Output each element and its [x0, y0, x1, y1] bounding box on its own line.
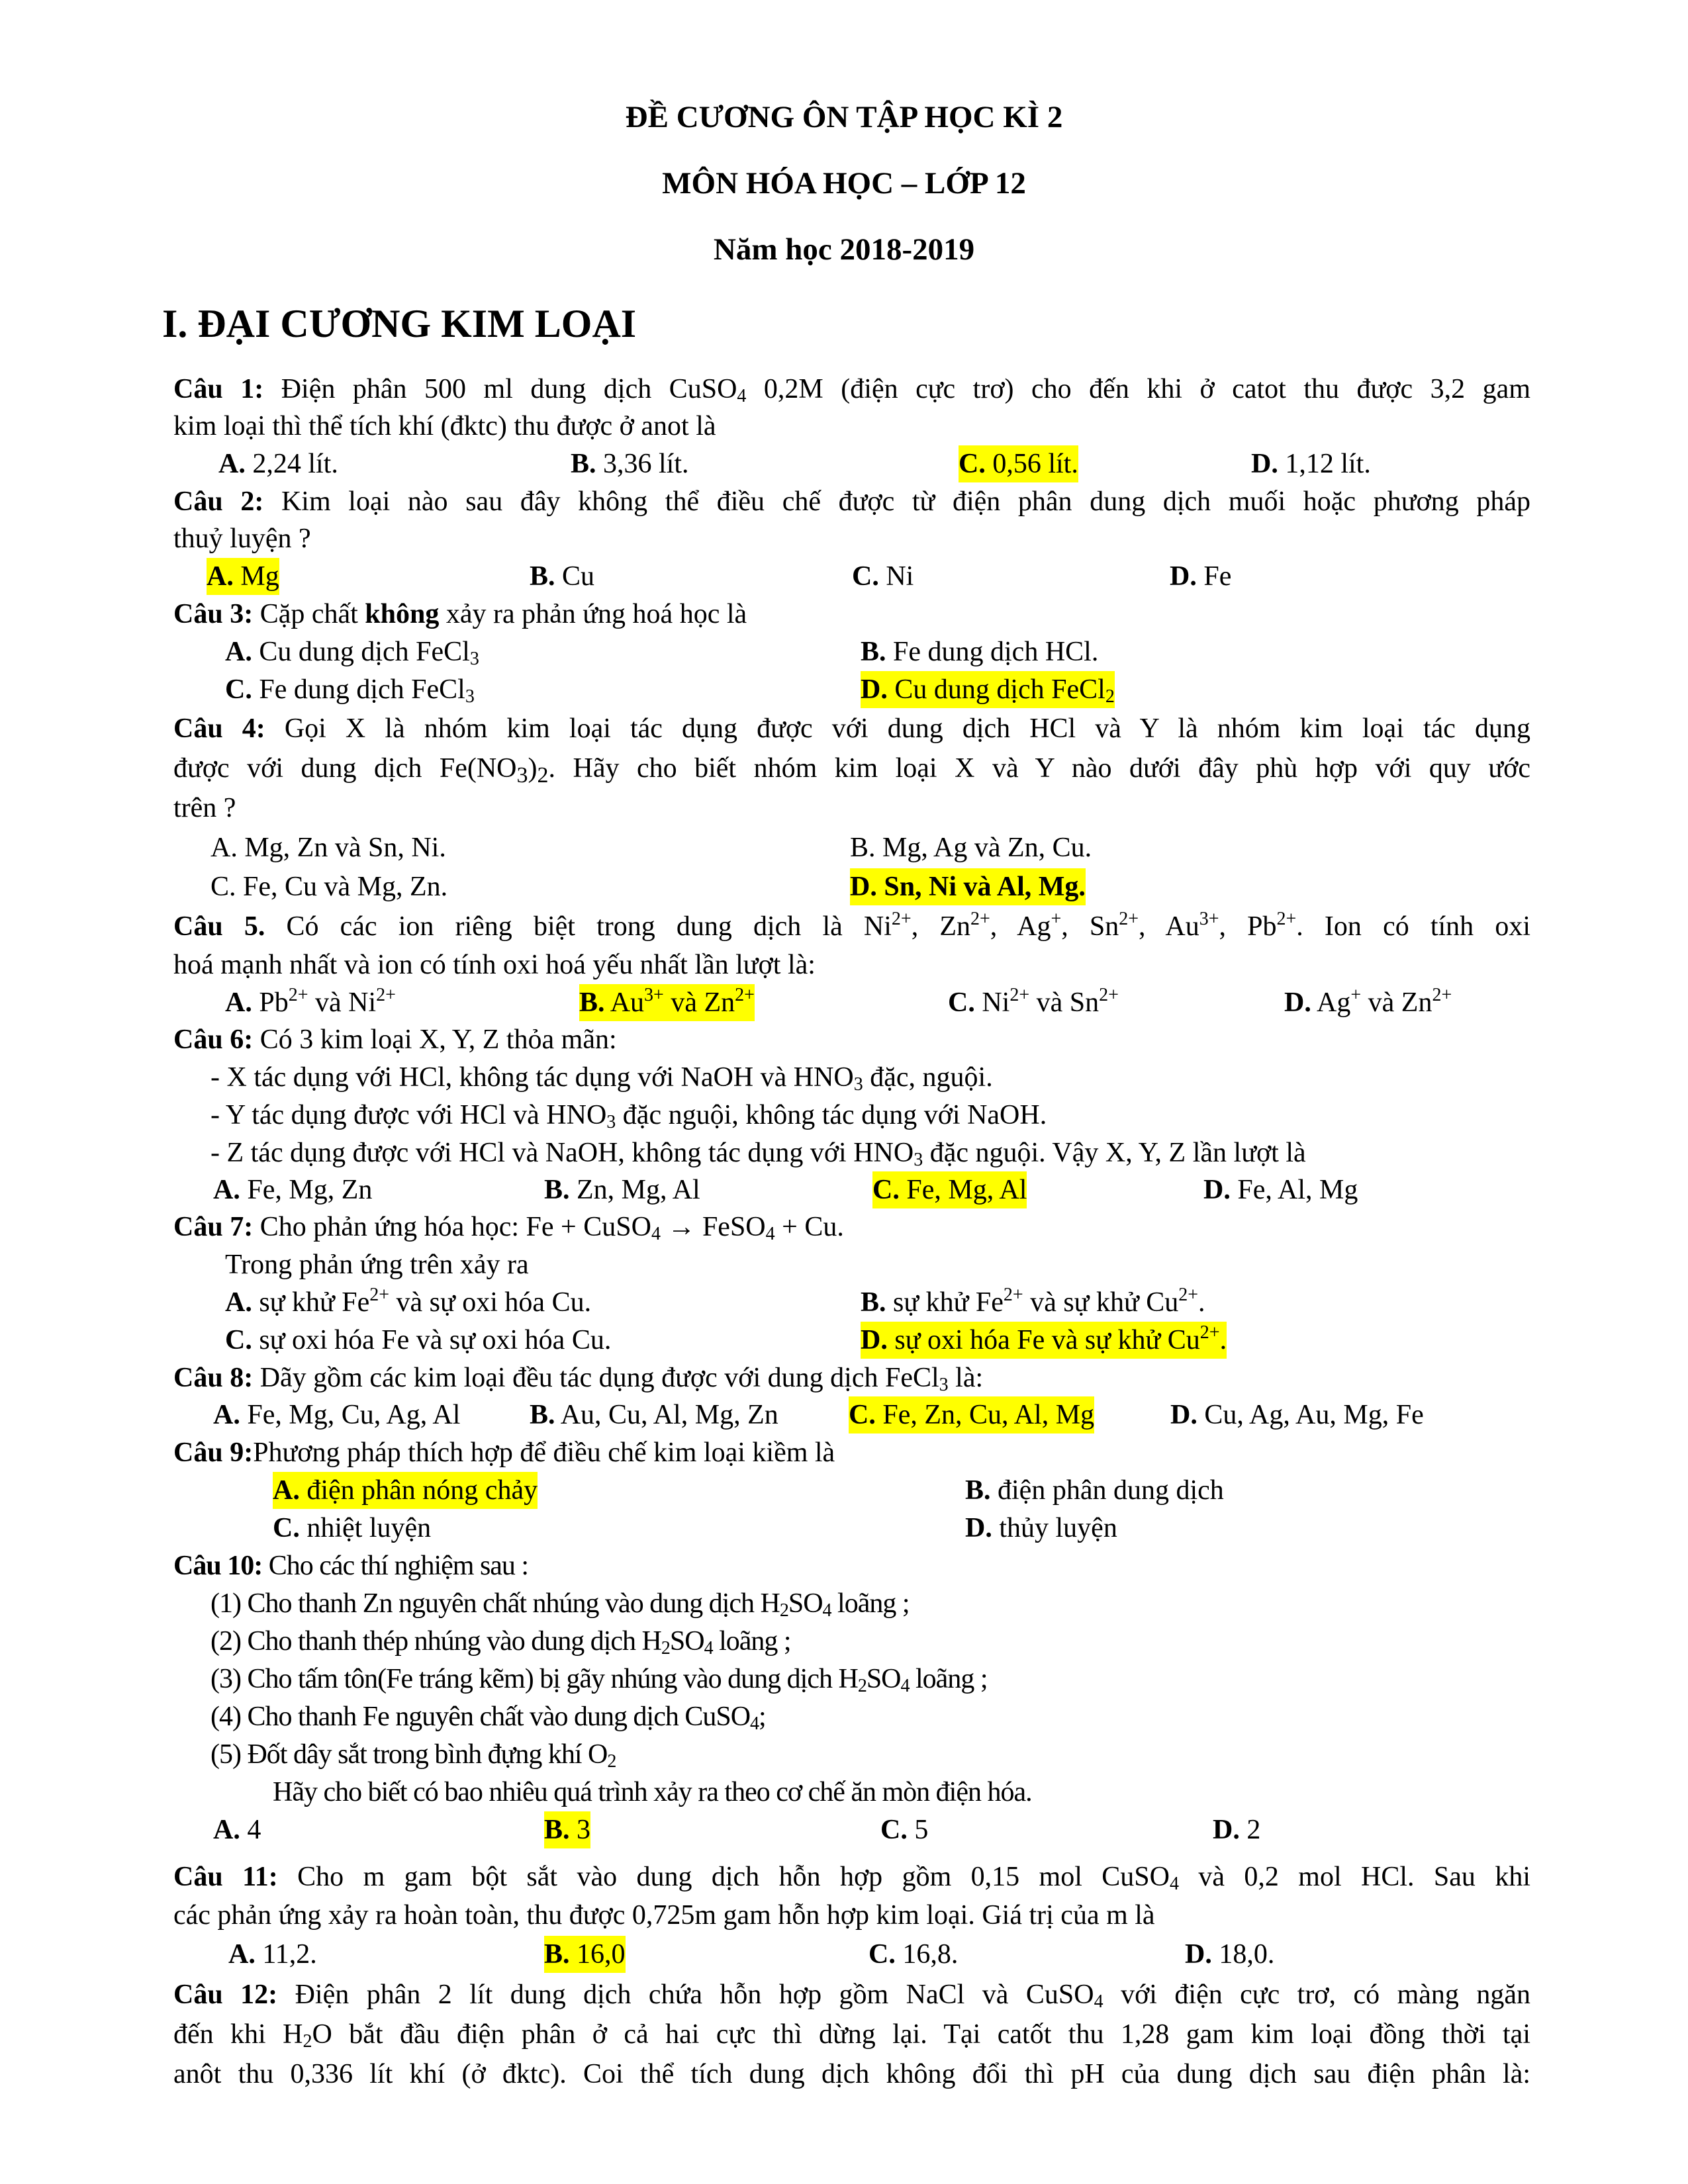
- q3-line-1: Câu 3: Cặp chất không xảy ra phản ứng hoá học là: [173, 599, 747, 629]
- q1-option-a: A. 2,24 lít.: [218, 449, 338, 479]
- title-line-3: Năm học 2018-2019: [713, 232, 975, 267]
- q8-option-a: A. Fe, Mg, Cu, Ag, Al: [213, 1400, 461, 1430]
- q9-line-1: Câu 9:Phương pháp thích hợp để điều chế kim loại kiềm là: [173, 1437, 835, 1468]
- q2-option-a-answer: A. Mg: [207, 558, 279, 595]
- q5-option-d: D. Ag+ và $Zn^{2+}$: [1284, 985, 1452, 1018]
- title-line-1: ĐỀ CƯƠNG ÔN TẬP HỌC KÌ 2: [625, 100, 1063, 134]
- q1-line-2: kim loại thì thể tích khí (đktc) thu được ở anot là: [173, 411, 716, 441]
- q6-option-d: D. Fe, Al, Mg: [1203, 1175, 1358, 1205]
- q9-option-c: C. nhiệt luyện: [273, 1513, 432, 1543]
- q10-experiment-1: (1) Cho thanh Zn nguyên chất nhúng vào dung dịch $H_2SO_4$ loãng ;: [211, 1588, 910, 1621]
- q6-condition-x: - X tác dụng với HCl, không tác dụng với NaOH và $HNO_3$ đặc, nguội.: [211, 1062, 993, 1095]
- q10-experiment-5: (5) Đốt dây sắt trong bình đựng khí $O_2$: [211, 1739, 616, 1772]
- q5-line-2: hoá mạnh nhất và ion có tính oxi hoá yếu nhất lần lượt là:: [173, 950, 816, 980]
- q2-option-d: D. Fe: [1170, 561, 1232, 592]
- q11-line-2: các phản ứng xảy ra hoàn toàn, thu được 0,725m gam hỗn hợp kim loại. Giá trị của m là: [173, 1900, 1155, 1931]
- q10-line-1: Câu 10: Cho các thí nghiệm sau :: [173, 1551, 529, 1581]
- q5-option-a: A. $Pb^{2+}$ và $Ni^{2+}$: [225, 985, 396, 1018]
- q1-line-1: Câu 1: Điện phân 500 ml dung dịch CuSO$_4$ 0,2M (điện cực trơ) cho đến khi ở catot thu được 3,2 gam: [173, 374, 1530, 406]
- q7-option-b: B. sự khử $Fe^{2+}$ và sự khử $Cu^{2+}$.: [861, 1285, 1205, 1318]
- q2-option-c: C. Ni: [852, 561, 914, 592]
- q4-option-b: B. Mg, Ag và Zn, Cu.: [850, 833, 1092, 863]
- q8-option-b: B. Au, Cu, Al, Mg, Zn: [530, 1400, 778, 1430]
- q4-option-a: A. Mg, Zn và Sn, Ni.: [211, 833, 446, 863]
- q6-option-c-answer: C. Fe, Mg, Al: [872, 1171, 1027, 1208]
- q6-condition-z: - Z tác dụng được với HCl và NaOH, không tác dụng với $HNO_3$ đặc nguội. Vậy X, Y, Z lần lượt là: [211, 1138, 1306, 1170]
- q7-line-2: Trong phản ứng trên xảy ra: [225, 1250, 529, 1280]
- q7-option-c: C. sự oxi hóa Fe và sự oxi hóa Cu.: [225, 1325, 612, 1355]
- q7-line-1: Câu 7: Cho phản ứng hóa học: Fe + CuSO$_4$ → FeSO$_4$ + Cu.: [173, 1212, 844, 1244]
- q1-option-c-answer: C. 0,56 lít.: [959, 445, 1078, 482]
- q5-option-c: C. $Ni^{2+}$ và $Sn^{2+}$: [948, 985, 1119, 1018]
- q10-experiment-4: (4) Cho thanh Fe nguyên chất vào dung dịch CuSO$_4$;: [211, 1702, 766, 1734]
- q5-option-b-answer: B. $Au^{3+}$ và $Zn^{2+}$: [579, 984, 755, 1021]
- q11-option-a: A. 11,2.: [228, 1939, 317, 1970]
- q1-option-b: B. 3,36 lít.: [571, 449, 689, 479]
- q3-option-b: B. Fe dung dịch HCl.: [861, 637, 1099, 667]
- q10-option-b-answer: B. 3: [544, 1811, 590, 1848]
- q4-option-d-answer: D. Sn, Ni và Al, Mg.: [850, 868, 1086, 905]
- q10-option-c: C. 5: [880, 1815, 929, 1845]
- q8-option-d: D. Cu, Ag, Au, Mg, Fe: [1170, 1400, 1424, 1430]
- q11-option-c: C. 16,8.: [868, 1939, 959, 1970]
- title-line-2: MÔN HÓA HỌC – LỚP 12: [662, 166, 1026, 201]
- q12-line-1: Câu 12: Điện phân 2 lít dung dịch chứa hỗn hợp gồm NaCl và CuSO$_4$ với điện cực trơ, có màng ngăn: [173, 1979, 1530, 2012]
- q9-option-a-answer: A. điện phân nóng chảy: [273, 1472, 538, 1509]
- q7-option-d-answer: D. sự oxi hóa Fe và sự khử $Cu^{2+}$.: [861, 1322, 1227, 1359]
- section-heading: I. ĐẠI CƯƠNG KIM LOẠI: [162, 302, 637, 345]
- q11-line-1: Câu 11: Cho m gam bột sắt vào dung dịch hỗn hợp gồm 0,15 mol CuSO$_4$ và 0,2 mol HCl. Sau khi: [173, 1862, 1530, 1894]
- q10-option-a: A. 4: [213, 1815, 261, 1845]
- q8-line-1: Câu 8: Dãy gồm các kim loại đều tác dụng được với dung dịch FeCl$_3$ là:: [173, 1363, 984, 1395]
- q4-line-1: Câu 4: Gọi X là nhóm kim loại tác dụng được với dung dịch HCl và Y là nhóm kim loại tác dụng: [173, 713, 1530, 744]
- q12-line-3: anôt thu 0,336 lít khí (ở đktc). Coi thể tích dung dịch không đổi thì pH của dung dịch sau điện phân là:: [173, 2059, 1530, 2089]
- q1-option-d: D. 1,12 lít.: [1251, 449, 1371, 479]
- q2-option-b: B. Cu: [530, 561, 595, 592]
- q6-line-1: Câu 6: Có 3 kim loại X, Y, Z thỏa mãn:: [173, 1024, 617, 1055]
- q7-option-a: A. sự khử $Fe^{2+}$ và sự oxi hóa Cu.: [225, 1285, 592, 1318]
- q11-option-d: D. 18,0.: [1185, 1939, 1275, 1970]
- q3-option-c: C. Fe dung dịch FeCl$_3$: [225, 674, 475, 707]
- q6-option-a: A. Fe, Mg, Zn: [213, 1175, 373, 1205]
- q3-option-d-answer: D. Cu dung dịch FeCl$_2$: [861, 671, 1115, 708]
- q9-option-b: B. điện phân dung dịch: [965, 1475, 1224, 1506]
- q4-line-2: được với dung dịch Fe(NO3)2. Hãy cho biết nhóm kim loại X và Y nào dưới đây phù hợp với quy ước: [173, 753, 1530, 788]
- q10-experiment-3: (3) Cho tấm tôn(Fe tráng kẽm) bị gãy nhúng vào dung dịch $H_2SO_4$ loãng ;: [211, 1664, 988, 1696]
- q2-line-2: thuỷ luyện ?: [173, 523, 311, 554]
- q5-line-1: Câu 5. Có các ion riêng biệt trong dung dịch là $Ni^{2+}$, $Zn^{2+}$, Ag+, $Sn^{2+}$, $Au^{3+}$, $Pb^{2+}$. Ion có tính oxi: [173, 909, 1530, 942]
- q4-option-c: C. Fe, Cu và Mg, Zn.: [211, 872, 448, 902]
- q10-question: Hãy cho biết có bao nhiêu quá trình xảy ra theo cơ chế ăn mòn điện hóa.: [273, 1777, 1032, 1807]
- q11-option-b-answer: B. 16,0: [544, 1936, 626, 1973]
- q6-option-b: B. Zn, Mg, Al: [544, 1175, 700, 1205]
- q10-option-d: D. 2: [1213, 1815, 1261, 1845]
- q6-condition-y: - Y tác dụng được với HCl và $HNO_3$ đặc nguội, không tác dụng với NaOH.: [211, 1100, 1047, 1132]
- q3-option-a: A. Cu dung dịch FeCl$_3$: [225, 637, 479, 669]
- q12-line-2: đến khi $H_2O$ bắt đầu điện phân ở cả hai cực thì dừng lại. Tại catốt thu 1,28 gam kim loại đồng thời tại: [173, 2019, 1530, 2052]
- q2-line-1: Câu 2: Kim loại nào sau đây không thể điều chế được từ điện phân dung dịch muối hoặc phương pháp: [173, 486, 1530, 517]
- q10-experiment-2: (2) Cho thanh thép nhúng vào dung dịch $H_2SO_4$ loãng ;: [211, 1626, 791, 1659]
- q4-line-3: trên ?: [173, 793, 236, 823]
- q9-option-d: D. thủy luyện: [965, 1513, 1117, 1543]
- q8-option-c-answer: C. Fe, Zn, Cu, Al, Mg: [849, 1396, 1094, 1433]
